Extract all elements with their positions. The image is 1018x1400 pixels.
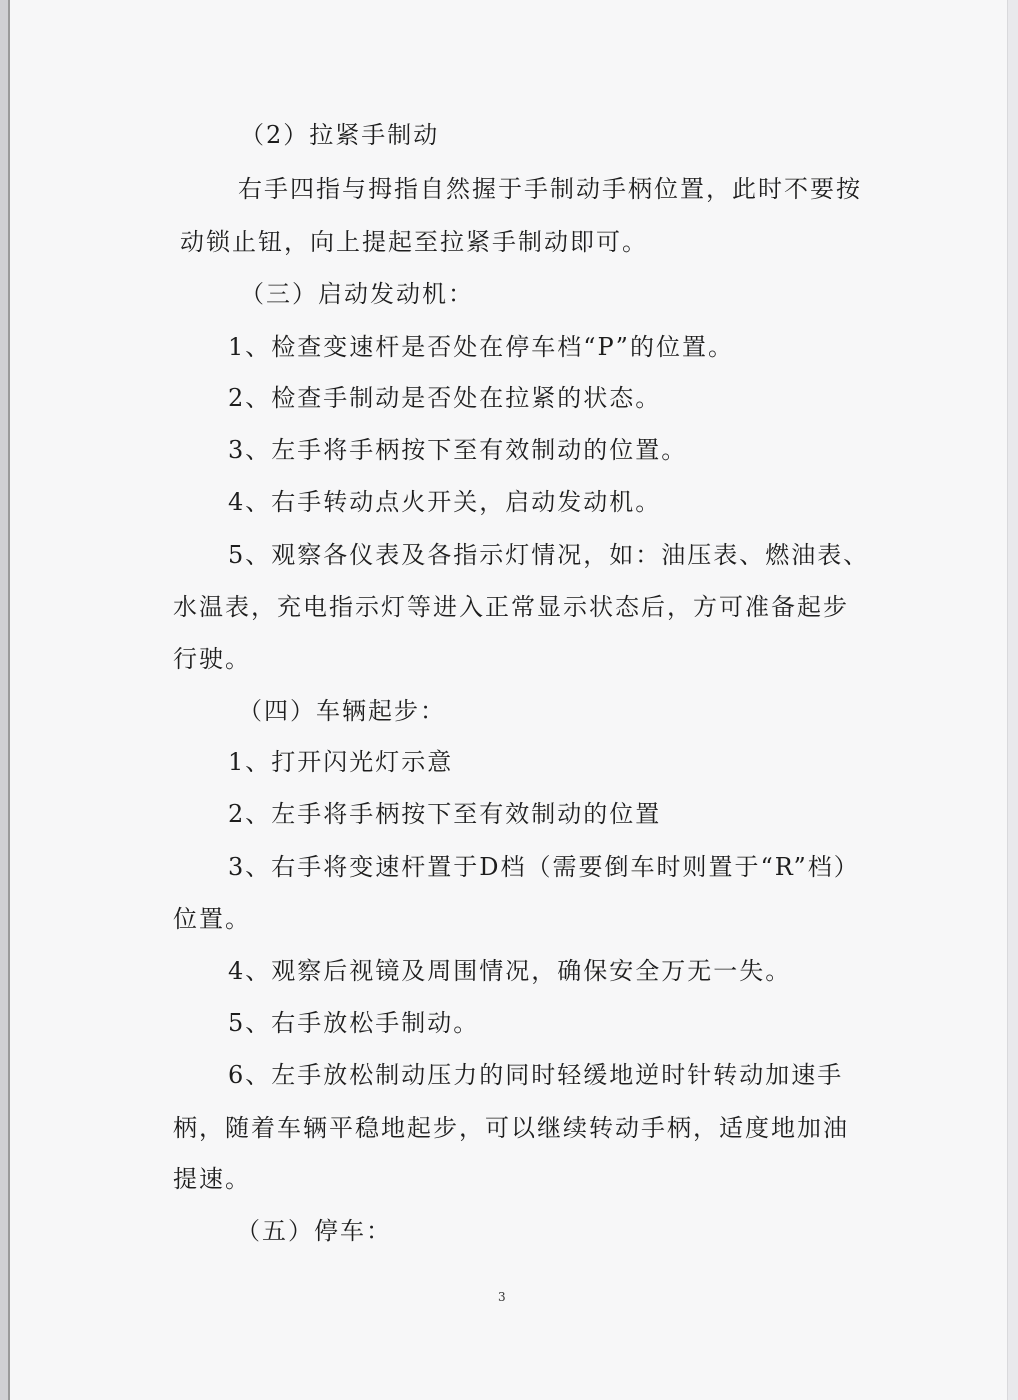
- paragraph-line: 提速。: [173, 1165, 251, 1193]
- document-page: [8, 0, 1008, 1400]
- scan-left-edge: [0, 0, 8, 1400]
- list-item: 5、观察各仪表及各指示灯情况，如：油压表、燃油表、: [228, 541, 870, 569]
- paragraph-line: 动锁止钮，向上提起至拉紧手制动即可。: [180, 228, 648, 256]
- page-number: 3: [498, 1290, 506, 1304]
- paragraph-line: 位置。: [173, 905, 251, 933]
- paragraph-line: 水温表，充电指示灯等进入正常显示状态后，方可准备起步: [173, 593, 849, 621]
- list-item: 1、检查变速杆是否处在停车档“P”的位置。: [228, 333, 734, 361]
- document-content: [8, 0, 1008, 1400]
- list-item: 6、左手放松制动压力的同时轻缓地逆时针转动加速手: [228, 1061, 844, 1089]
- paragraph-line: 右手四指与拇指自然握于手制动手柄位置，此时不要按: [238, 175, 862, 203]
- list-item: 2、检查手制动是否处在拉紧的状态。: [228, 384, 662, 412]
- heading-pull-handbrake: （2）拉紧手制动: [240, 121, 440, 149]
- list-item: 3、右手将变速杆置于D档（需要倒车时则置于“R”档）: [228, 853, 860, 881]
- list-item: 5、右手放松手制动。: [228, 1009, 480, 1037]
- heading-start-engine: （三）启动发动机：: [240, 280, 474, 308]
- heading-stop: （五）停车：: [236, 1217, 392, 1245]
- list-item: 4、右手转动点火开关，启动发动机。: [228, 488, 662, 516]
- list-item: 2、左手将手柄按下至有效制动的位置: [228, 800, 662, 828]
- list-item: 3、左手将手柄按下至有效制动的位置。: [228, 436, 688, 464]
- paragraph-line: 行驶。: [173, 645, 251, 673]
- list-item: 1、打开闪光灯示意: [228, 748, 454, 776]
- list-item: 4、观察后视镜及周围情况，确保安全万无一失。: [228, 957, 792, 985]
- heading-vehicle-start: （四）车辆起步：: [238, 697, 446, 725]
- paragraph-line: 柄，随着车辆平稳地起步，可以继续转动手柄，适度地加油: [173, 1114, 849, 1142]
